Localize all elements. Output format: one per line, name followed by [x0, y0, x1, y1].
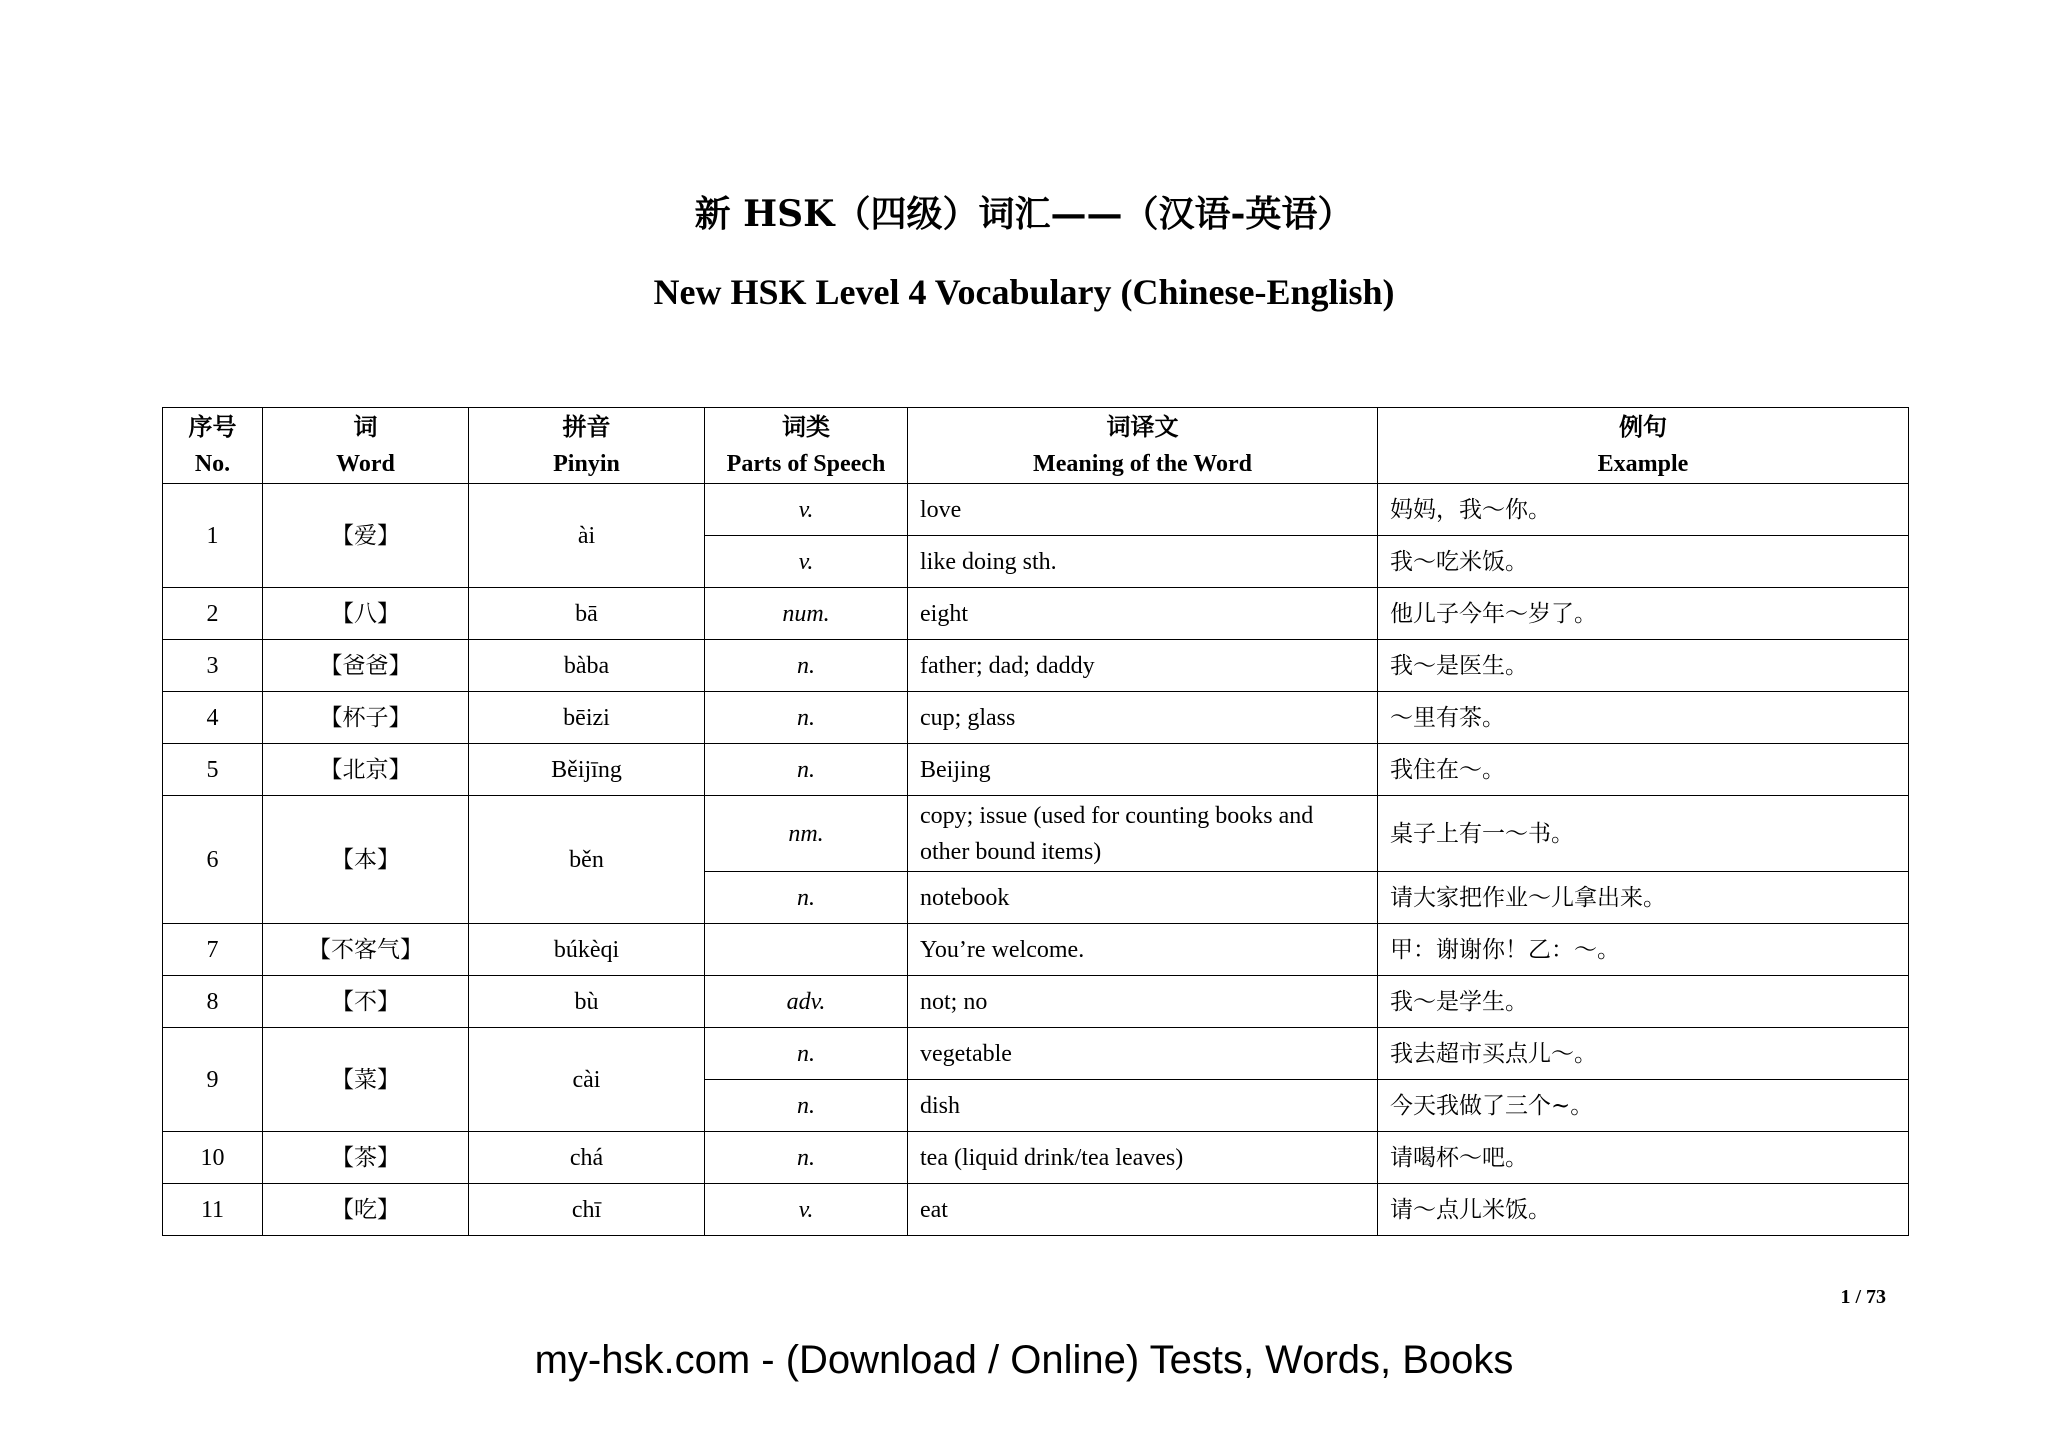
entry-meaning: love: [908, 484, 1378, 536]
entry-part-of-speech: n.: [705, 1132, 908, 1184]
entry-meaning: eight: [908, 588, 1378, 640]
header-pinyin: 拼音 Pinyin: [469, 408, 705, 484]
footer-text: my-hsk.com - (Download / Online) Tests, Words, Books: [534, 1338, 1514, 1382]
table-row: [163, 796, 1909, 872]
vocabulary-table: [162, 407, 1909, 1236]
entry-pinyin: chī: [469, 1184, 705, 1236]
entry-example: 请～点儿米饭。: [1378, 1184, 1909, 1236]
entry-part-of-speech: v.: [705, 1184, 908, 1236]
entry-number: 3: [163, 640, 263, 692]
entry-part-of-speech: n.: [705, 1028, 908, 1080]
entry-number: 11: [163, 1184, 263, 1236]
entry-part-of-speech: num.: [705, 588, 908, 640]
entry-part-of-speech: n.: [705, 692, 908, 744]
entry-example: 他儿子今年～岁了。: [1378, 588, 1909, 640]
entry-number: 9: [163, 1028, 263, 1132]
entry-part-of-speech: n.: [705, 872, 908, 924]
entry-pinyin: běn: [469, 796, 705, 924]
entry-number: 8: [163, 976, 263, 1028]
entry-example: 我～是医生。: [1378, 640, 1909, 692]
entry-number: 1: [163, 484, 263, 588]
table-row: [163, 1132, 1909, 1184]
entry-pinyin: bàba: [469, 640, 705, 692]
entry-meaning: Beijing: [908, 744, 1378, 796]
entry-word: 【杯子】: [263, 692, 469, 744]
header-word: 词 Word: [263, 408, 469, 484]
entry-word: 【茶】: [263, 1132, 469, 1184]
entry-meaning: copy; issue (used for counting books and other bound items): [908, 796, 1378, 872]
entry-meaning: eat: [908, 1184, 1378, 1236]
entry-part-of-speech: v.: [705, 536, 908, 588]
entry-meaning: notebook: [908, 872, 1378, 924]
entry-word: 【八】: [263, 588, 469, 640]
page-number: 1 / 73: [1840, 1286, 1886, 1308]
entry-number: 6: [163, 796, 263, 924]
entry-word: 【本】: [263, 796, 469, 924]
table-row: [163, 976, 1909, 1028]
entry-word: 【北京】: [263, 744, 469, 796]
table-header-row: [163, 408, 1909, 484]
entry-example: 我住在～。: [1378, 744, 1909, 796]
entry-part-of-speech: n.: [705, 744, 908, 796]
entry-meaning: not; no: [908, 976, 1378, 1028]
entry-example: 我～是学生。: [1378, 976, 1909, 1028]
entry-part-of-speech: adv.: [705, 976, 908, 1028]
entry-pinyin: cài: [469, 1028, 705, 1132]
entry-part-of-speech: v.: [705, 484, 908, 536]
entry-meaning: dish: [908, 1080, 1378, 1132]
entry-example: 请喝杯～吧。: [1378, 1132, 1909, 1184]
table-row: [163, 692, 1909, 744]
entry-meaning: cup; glass: [908, 692, 1378, 744]
entry-word: 【不客气】: [263, 924, 469, 976]
entry-meaning: vegetable: [908, 1028, 1378, 1080]
entry-part-of-speech: n.: [705, 640, 908, 692]
entry-example: 我去超市买点儿～。: [1378, 1028, 1909, 1080]
entry-number: 5: [163, 744, 263, 796]
entry-meaning: like doing sth.: [908, 536, 1378, 588]
entry-number: 10: [163, 1132, 263, 1184]
entry-example: 我～吃米饭。: [1378, 536, 1909, 588]
page-title-english: New HSK Level 4 Vocabulary (Chinese-English): [653, 272, 1395, 312]
entry-pinyin: ài: [469, 484, 705, 588]
header-example: 例句 Example: [1378, 408, 1909, 484]
entry-word: 【菜】: [263, 1028, 469, 1132]
entry-number: 4: [163, 692, 263, 744]
entry-example: 桌子上有一～书。: [1378, 796, 1909, 872]
entry-word: 【吃】: [263, 1184, 469, 1236]
entry-word: 【不】: [263, 976, 469, 1028]
page-title-chinese: 新 HSK（四级）词汇——（汉语-英语）: [694, 193, 1354, 235]
entry-pinyin: chá: [469, 1132, 705, 1184]
entry-part-of-speech: nm.: [705, 796, 908, 872]
entry-number: 7: [163, 924, 263, 976]
entry-meaning: You’re welcome.: [908, 924, 1378, 976]
header-meaning: 词译文 Meaning of the Word: [908, 408, 1378, 484]
table-row: [163, 588, 1909, 640]
header-no: 序号 No.: [163, 408, 263, 484]
entry-pinyin: bā: [469, 588, 705, 640]
entry-meaning: tea (liquid drink/tea leaves): [908, 1132, 1378, 1184]
entry-part-of-speech: [705, 924, 908, 976]
table-row: [163, 924, 1909, 976]
entry-example: 今天我做了三个~。: [1378, 1080, 1909, 1132]
entry-example: 请大家把作业～儿拿出来。: [1378, 872, 1909, 924]
entry-meaning: father; dad; daddy: [908, 640, 1378, 692]
entry-number: 2: [163, 588, 263, 640]
table-row: [163, 484, 1909, 536]
table-row: [163, 744, 1909, 796]
entry-part-of-speech: n.: [705, 1080, 908, 1132]
table-row: [163, 1184, 1909, 1236]
entry-example: 甲：谢谢你！乙：～。: [1378, 924, 1909, 976]
table-row: [163, 640, 1909, 692]
entry-pinyin: bēizi: [469, 692, 705, 744]
entry-word: 【爸爸】: [263, 640, 469, 692]
entry-pinyin: búkèqi: [469, 924, 705, 976]
entry-pinyin: bù: [469, 976, 705, 1028]
table-row: [163, 1028, 1909, 1080]
entry-example: ～里有茶。: [1378, 692, 1909, 744]
entry-example: 妈妈，我～你。: [1378, 484, 1909, 536]
entry-word: 【爱】: [263, 484, 469, 588]
entry-pinyin: Běijīng: [469, 744, 705, 796]
header-parts-of-speech: 词类 Parts of Speech: [705, 408, 908, 484]
